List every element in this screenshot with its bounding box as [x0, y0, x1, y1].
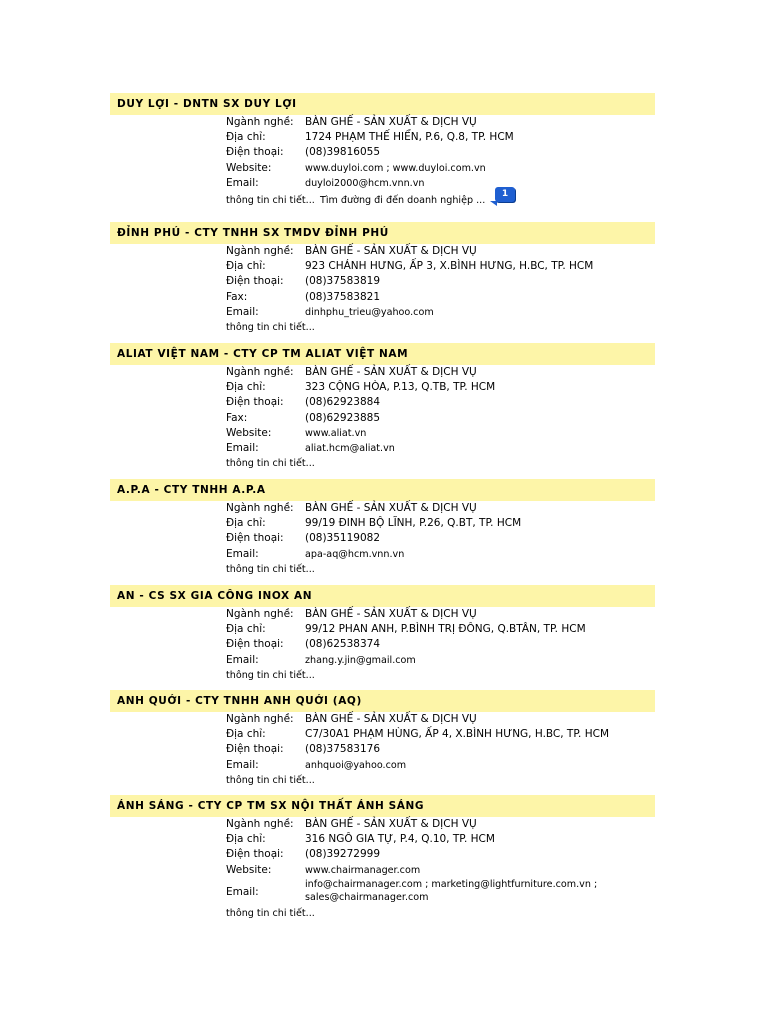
details-row	[110, 562, 655, 577]
info-row-industry	[110, 115, 655, 130]
info-row-phone	[110, 145, 655, 160]
field-value: (08)62923884	[305, 396, 380, 409]
info-row-email	[110, 653, 655, 668]
field-label: Địa chỉ:	[226, 517, 266, 530]
company-header: AN - CS SX GIA CÔNG INOX AN	[110, 585, 655, 607]
field-label: Ngành nghề:	[226, 502, 294, 514]
field-label: Địa chỉ:	[226, 381, 266, 394]
field-label: Email:	[226, 758, 259, 771]
email-link[interactable]: apa-aq@hcm.vnn.vn	[305, 548, 405, 560]
company-header: DUY LỢI - DNTN SX DUY LỢI	[110, 93, 655, 115]
field-value: (08)62538374	[305, 638, 380, 651]
info-row-fax	[110, 290, 655, 305]
details-row	[110, 188, 655, 211]
field-value: BÀN GHẾ - SẢN XUẤT & DỊCH VỤ	[305, 713, 477, 725]
details-link[interactable]: thông tin chi tiết...	[226, 458, 315, 470]
field-value: 99/12 PHAN ANH, P.BÌNH TRỊ ĐÔNG, Q.BTÂN, TP. HCM	[305, 623, 586, 636]
company-entry	[110, 795, 655, 921]
field-label: Địa chỉ:	[226, 728, 266, 741]
field-value: BÀN GHẾ - SẢN XUẤT & DỊCH VỤ	[305, 366, 477, 378]
field-label: Email:	[226, 176, 259, 189]
field-value: C7/30A1 PHẠM HÙNG, ẤP 4, X.BÌNH HƯNG, H.BC, TP. HCM	[305, 728, 610, 741]
website-link[interactable]: www.chairmanager.com	[305, 864, 421, 876]
field-label: Điện thoại:	[226, 638, 284, 651]
details-link[interactable]: thông tin chi tiết...	[226, 563, 315, 575]
company-entry	[110, 222, 655, 335]
info-row-industry	[110, 365, 655, 380]
field-label: Ngành nghề:	[226, 818, 294, 830]
details-row	[110, 320, 655, 335]
info-row-address	[110, 516, 655, 531]
field-label: Ngành nghề:	[226, 245, 294, 257]
info-row-email	[110, 441, 655, 456]
details-link[interactable]: thông tin chi tiết...	[226, 774, 315, 786]
field-label: Ngành nghề:	[226, 608, 294, 620]
field-label: Địa chỉ:	[226, 260, 266, 273]
field-label: Email:	[226, 885, 259, 898]
field-value: (08)35119082	[305, 532, 380, 545]
info-row-industry	[110, 607, 655, 622]
info-row-email	[110, 878, 655, 906]
map-marker-badge-icon[interactable]	[490, 187, 516, 207]
field-value: 1724 PHẠM THẾ HIỂN, P.6, Q.8, TP. HCM	[305, 131, 514, 144]
website-link[interactable]: www.aliat.vn	[305, 427, 367, 439]
email-link[interactable]: info@chairmanager.com ; marketing@lightfurniture.com.vn ; sales@chairmanager.com	[305, 878, 598, 903]
field-label: Điện thoại:	[226, 146, 284, 159]
details-row	[110, 668, 655, 683]
field-label: Fax:	[226, 290, 248, 303]
info-row-industry	[110, 712, 655, 727]
details-link[interactable]: thông tin chi tiết...	[226, 907, 315, 919]
directions-link[interactable]: Tìm đường đi đến doanh nghiệp ...	[320, 194, 486, 206]
field-label: Điện thoại:	[226, 743, 284, 756]
field-label: Ngành nghề:	[226, 116, 294, 128]
badge-number: 1	[495, 187, 515, 202]
email-link[interactable]: dinhphu_trieu@yahoo.com	[305, 306, 434, 318]
field-label: Điện thoại:	[226, 275, 284, 288]
field-value: (08)62923885	[305, 411, 380, 424]
company-entry	[110, 479, 655, 577]
info-row-phone	[110, 847, 655, 862]
field-label: Email:	[226, 547, 259, 560]
field-label: Website:	[226, 863, 272, 876]
field-value: 923 CHÁNH HƯNG, ẤP 3, X.BÌNH HƯNG, H.BC, TP. HCM	[305, 260, 594, 273]
info-row-phone	[110, 742, 655, 757]
field-label: Fax:	[226, 411, 248, 424]
field-label: Điện thoại:	[226, 532, 284, 545]
info-row-address	[110, 622, 655, 637]
field-label: Website:	[226, 426, 272, 439]
info-row-address	[110, 727, 655, 742]
field-label: Địa chỉ:	[226, 833, 266, 846]
company-header: ĐỈNH PHÚ - CTY TNHH SX TMDV ĐỈNH PHÚ	[110, 222, 655, 244]
field-value: BÀN GHẾ - SẢN XUẤT & DỊCH VỤ	[305, 818, 477, 830]
company-entry	[110, 585, 655, 683]
field-label: Địa chỉ:	[226, 623, 266, 636]
company-entry	[110, 690, 655, 788]
field-label: Email:	[226, 653, 259, 666]
field-value: 316 NGÔ GIA TỰ, P.4, Q.10, TP. HCM	[305, 833, 495, 846]
info-row-address	[110, 380, 655, 395]
field-label: Điện thoại:	[226, 848, 284, 861]
email-link[interactable]: duyloi2000@hcm.vnn.vn	[305, 177, 425, 189]
company-header: ÁNH SÁNG - CTY CP TM SX NỘI THẤT ÁNH SÁNG	[110, 795, 655, 817]
field-label: Email:	[226, 441, 259, 454]
info-row-website	[110, 161, 655, 176]
info-row-address	[110, 259, 655, 274]
field-label: Địa chỉ:	[226, 131, 266, 144]
info-row-fax	[110, 411, 655, 426]
field-value: 323 CỘNG HÒA, P.13, Q.TB, TP. HCM	[305, 381, 496, 394]
company-header: A.P.A - CTY TNHH A.P.A	[110, 479, 655, 501]
info-row-phone	[110, 274, 655, 289]
details-row	[110, 906, 655, 921]
details-row	[110, 773, 655, 788]
info-row-address	[110, 130, 655, 145]
field-value: (08)39272999	[305, 848, 380, 861]
info-row-website	[110, 426, 655, 441]
info-row-email	[110, 305, 655, 320]
info-row-website	[110, 863, 655, 878]
info-row-industry	[110, 501, 655, 516]
email-link[interactable]: aliat.hcm@aliat.vn	[305, 442, 395, 454]
email-link[interactable]: zhang.y.jin@gmail.com	[305, 654, 416, 666]
details-link[interactable]: thông tin chi tiết...	[226, 669, 315, 681]
info-row-email	[110, 547, 655, 562]
website-link[interactable]: www.duyloi.com ; www.duyloi.com.vn	[305, 162, 486, 174]
field-value: BÀN GHẾ - SẢN XUẤT & DỊCH VỤ	[305, 245, 477, 257]
field-label: Email:	[226, 305, 259, 318]
info-row-phone	[110, 531, 655, 546]
info-row-email	[110, 758, 655, 773]
field-value: (08)39816055	[305, 146, 380, 159]
company-header: ALIAT VIỆT NAM - CTY CP TM ALIAT VIỆT NAM	[110, 343, 655, 365]
details-link[interactable]: thông tin chi tiết...	[226, 194, 315, 206]
field-value: (08)37583821	[305, 290, 380, 303]
field-label: Ngành nghề:	[226, 366, 294, 378]
company-entry	[110, 343, 655, 471]
field-value: BÀN GHẾ - SẢN XUẤT & DỊCH VỤ	[305, 502, 477, 514]
info-row-phone	[110, 395, 655, 410]
company-header: ANH QUỚI - CTY TNHH ANH QUỚI (AQ)	[110, 690, 655, 712]
info-row-phone	[110, 637, 655, 652]
company-entry	[110, 93, 655, 211]
email-link[interactable]: anhquoi@yahoo.com	[305, 759, 407, 771]
info-row-email	[110, 176, 655, 191]
details-link[interactable]: thông tin chi tiết...	[226, 321, 315, 333]
field-value: (08)37583819	[305, 275, 380, 288]
field-value: BÀN GHẾ - SẢN XUẤT & DỊCH VỤ	[305, 116, 477, 128]
info-row-address	[110, 832, 655, 847]
field-label: Ngành nghề:	[226, 713, 294, 725]
info-row-industry	[110, 817, 655, 832]
field-value: BÀN GHẾ - SẢN XUẤT & DỊCH VỤ	[305, 608, 477, 620]
field-value: (08)37583176	[305, 743, 380, 756]
field-label: Điện thoại:	[226, 396, 284, 409]
field-label: Website:	[226, 161, 272, 174]
details-row	[110, 456, 655, 471]
field-value: 99/19 ĐINH BỘ LĨNH, P.26, Q.BT, TP. HCM	[305, 517, 522, 530]
info-row-industry	[110, 244, 655, 259]
